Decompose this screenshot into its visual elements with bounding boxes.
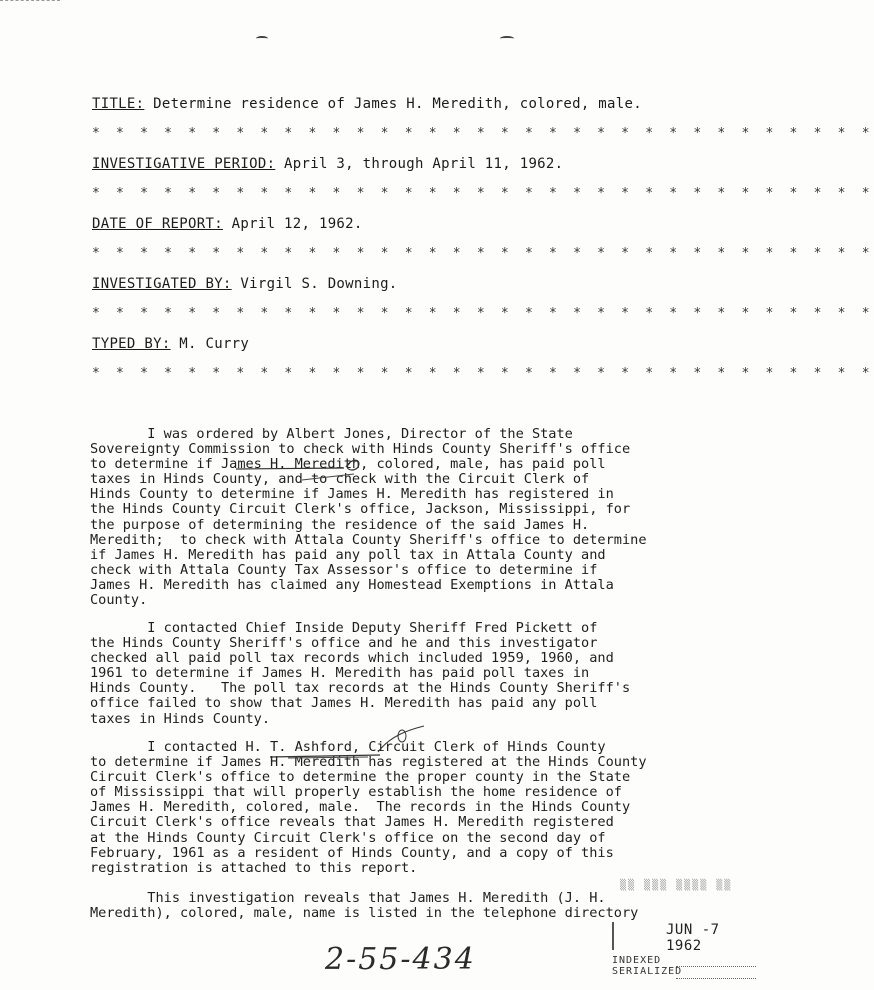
handwritten-strike-and-check [300,470,360,490]
handwritten-underline-meredith-2 [286,753,376,763]
paragraph-4: This investigation reveals that James H. Meredith (J. H. Meredith), colored, male, name is listed in the telephone directory [90,890,639,922]
paragraph-1: I was ordered by Albert Jones, Director of the State Sovereignty Commission to check with Hinds County Sheriff's office to determine if James H. Meredith, colored, male, has paid poll taxes in Hinds County, and to check with the Circuit Clerk of Hinds County to determine if James H. Meredith has registered in the Hinds County Circuit Clerk's office, Jackson, Mississippi, for the purpose of determining the residence of the said James H. Meredith; to check with Attala County Sheriff's office to determine if James H. Meredith has paid any poll tax in Attala County and check with Attala County Tax Assessor's office to determine if James H. Meredith has claimed any Homestead Exemptions in Attala County. [90,426,647,609]
title-label: TITLE: [92,96,145,112]
stamp-date: JUN -7 1962 [666,922,720,954]
separator-4: * * * * * * * * * * * * * * * * * * * * * * * * * * * * * * * * * [92,306,874,321]
investigated-by-line [92,276,398,292]
stamp-indexed: INDEXED [612,955,662,966]
investigator-label: INVESTIGATED BY: [92,276,232,292]
title-value: Determine residence of James H. Meredith, colored, male. [153,96,642,112]
faint-stamp-text: ▒▒ ▒▒▒ ▒▒▒▒ ▒▒ [620,880,733,891]
stamp-serialized: SERIALIZED [612,966,683,977]
date-value: April 12, 1962. [231,216,363,232]
stamp-bracket [612,922,614,950]
document-number: 2-55-434 [325,942,476,977]
title-line [92,96,642,112]
separator-2: * * * * * * * * * * * * * * * * * * * * * * * * * * * * * * * * * [92,186,874,201]
paragraph-3: I contacted H. T. Ashford, Circuit Clerk of Hinds County to determine if James H. Meredith has registered at the Hinds County Circuit Clerk's office to determine the proper county in the State of Mississippi that will properly establish the home residence of James H. Meredith, colored, male. The records in the Hinds County Circuit Clerk's office reveals that James H. Meredith registered at the Hinds County Circuit Clerk's office on the second day of February, 1961 as a resident of Hinds County, and a copy of this registration is attached to this report. [90,739,647,876]
separator-1: * * * * * * * * * * * * * * * * * * * * * * * * * * * * * * * * * [92,126,874,141]
separator-5: * * * * * * * * * * * * * * * * * * * * * * * * * * * * * * * * * [92,366,874,381]
punch-mark-right [500,36,514,41]
date-of-report-line [92,216,363,232]
paragraph-2: I contacted Chief Inside Deputy Sheriff Fred Pickett of the Hinds County Sheriff's office and he and this investigator checked all paid poll tax records which included 1959, 1960, and 1961 to determine if James H. Meredith has paid poll taxes in Hinds County. The poll tax records at the Hinds County Sheriff's office failed to show that James H. Meredith has paid any poll taxes in Hinds County. [90,620,631,727]
stamp-line-1 [676,966,756,967]
investigative-period-line [92,156,563,172]
separator-3: * * * * * * * * * * * * * * * * * * * * * * * * * * * * * * * * * [92,246,874,261]
typist-value: M. Curry [179,336,250,352]
typist-label: TYPED BY: [92,336,171,352]
punch-mark-left [256,36,268,41]
date-label: DATE OF REPORT: [92,216,223,232]
investigator-value: Virgil S. Downing. [240,276,398,292]
top-left-scan-mark [0,0,60,3]
period-label: INVESTIGATIVE PERIOD: [92,156,276,172]
period-value: April 3, through April 11, 1962. [284,156,564,172]
typed-by-line [92,336,249,352]
stamp-line-2 [676,978,756,979]
